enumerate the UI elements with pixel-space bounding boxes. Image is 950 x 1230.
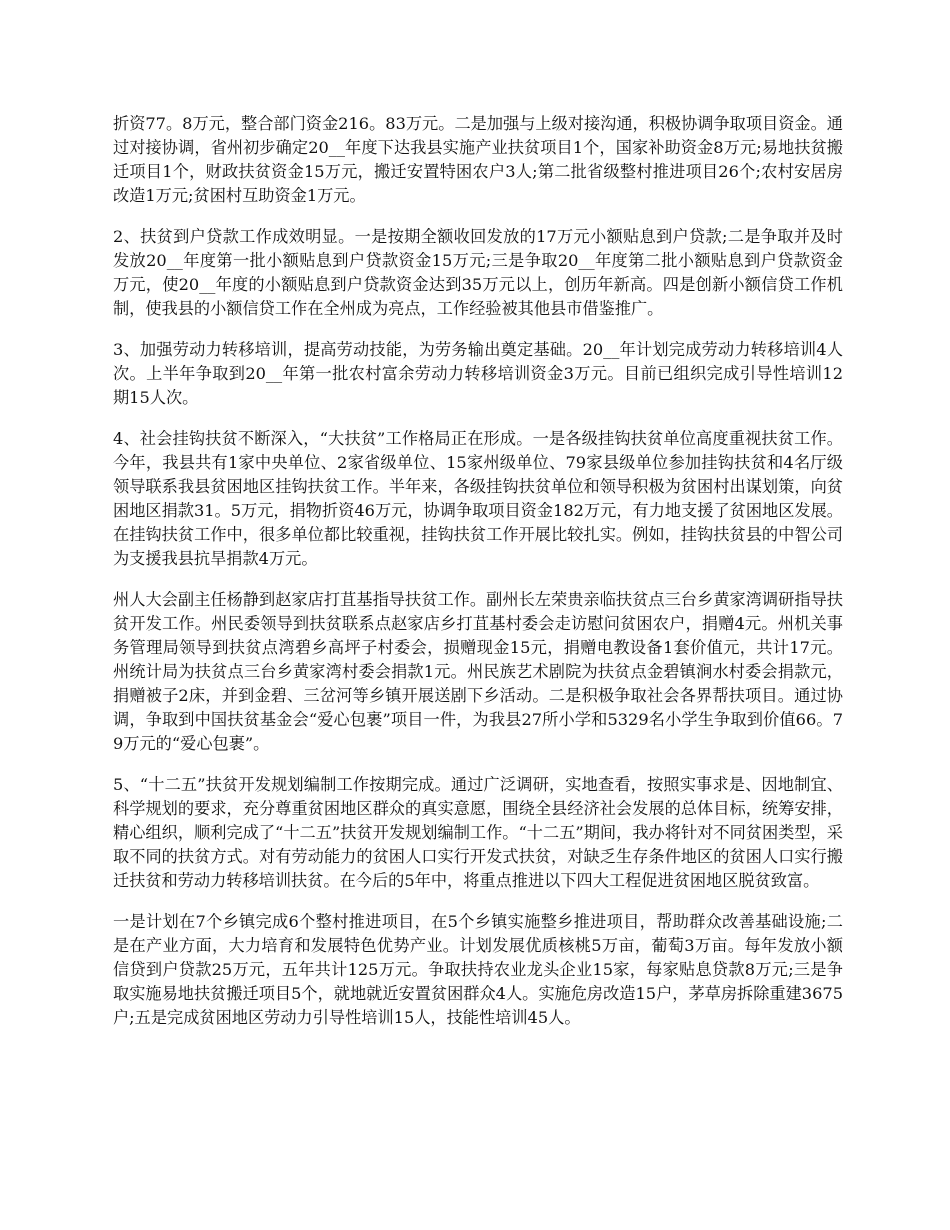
paragraph-funding: 折资77。8万元，整合部门资金216。83万元。二是加强与上级对接沟通，积极协调争取项目资金。通过对接协调，省州初步确定20__年度下达我县实施产业扶贫项目1个，国家补助资金8万元;易地扶贫搬迁项目1个，财政扶贫资金15万元，搬迁安置特困农户3人;第二批省级整村推进项目26个;农村安居房改造1万元;贫困村互助资金1万元。 xyxy=(113,114,843,205)
paragraph-training: 3、加强劳动力转移培训，提高劳动技能，为劳务输出奠定基础。20__年计划完成劳动力转移培训4人次。上半年争取到20__年第一批农村富余劳动力转移培训资金3万元。目前已组织完成引导性培训12期15人次。 xyxy=(113,340,843,407)
paragraph-five-year-plan: 5、“十二五”扶贫开发规划编制工作按期完成。通过广泛调研，实地查看，按照实事求是、因地制宜、科学规划的要求，充分尊重贫困地区群众的真实意愿，围绕全县经济社会发展的总体目标，统筹安排，精心组织，顺利完成了“十二五”扶贫开发规划编制工作。“十二五”期间，我办将针对不同贫困类型，采取不同的扶贫方式。对有劳动能力的贫困人口实行开发式扶贫，对缺乏生存条件地区的贫困人口实行搬迁扶贫和劳动力转移培训扶贫。在今后的5年中，将重点推进以下四大工程促进贫困地区脱贫致富。 xyxy=(113,775,843,890)
document-body xyxy=(113,112,843,1047)
paragraph-leaders-visits: 州人大会副主任杨静到赵家店打苴基指导扶贫工作。副州长左荣贵亲临扶贫点三台乡黄家湾调研指导扶贫开发工作。州民委领导到扶贫联系点赵家店乡打苴基村委会走访慰问贫困农户，捐赠4元。州机关事务管理局领导到扶贫点湾碧乡高坪子村委会，损赠现金15元，捐赠电教设备1套价值元，共计17元。州统计局为扶贫点三台乡黄家湾村委会捐款1元。州民族艺术剧院为扶贫点金碧镇涧水村委会捐款元，捐赠被子2床，并到金碧、三岔河等乡镇开展送剧下乡活动。二是积极争取社会各界帮扶项目。通过协调，争取到中国扶贫基金会“爱心包裹”项目一件，为我县27所小学和5329名小学生争取到价值66。79万元的“爱心包裹”。 xyxy=(113,590,843,753)
paragraph-social-aid: 4、社会挂钩扶贫不断深入，“大扶贫”工作格局正在形成。一是各级挂钩扶贫单位高度重视扶贫工作。今年，我县共有1家中央单位、2家省级单位、15家州级单位、79家县级单位参加挂钩扶贫和4名厅级领导联系我县贫困地区挂钩扶贫工作。半年来，各级挂钩扶贫单位和领导积极为贫困村出谋划策，向贫困地区捐款31。5万元，捐物折资46万元，协调争取项目资金182万元，有力地支援了贫困地区发展。在挂钩扶贫工作中，很多单位都比较重视，挂钩扶贫工作开展比较扎实。例如，挂钩扶贫县的中智公司为支援我县抗旱捐款4万元。 xyxy=(113,429,843,568)
paragraph-projects: 一是计划在7个乡镇完成6个整村推进项目，在5个乡镇实施整乡推进项目，帮助群众改善基础设施;二是在产业方面，大力培育和发展特色优势产业。计划发展优质核桃5万亩，葡萄3万亩。每年发放小额信贷到户贷款25万元，五年共计125万元。争取扶持农业龙头企业15家，每家贴息贷款8万元;三是争取实施易地扶贫搬迁项目5个，就地就近安置贫困群众4人。实施危房改造15户，茅草房拆除重建3675户;五是完成贫困地区劳动力引导性培训15人，技能性培训45人。 xyxy=(113,912,843,1027)
paragraph-loans: 2、扶贫到户贷款工作成效明显。一是按期全额收回发放的17万元小额贴息到户贷款;二是争取并及时发放20__年度第一批小额贴息到户贷款资金15万元;三是争取20__年度第二批小额贴息到户贷款资金万元，使20__年度的小额贴息到户贷款资金达到35万元以上，创历年新高。四是创新小额信贷工作机制，使我县的小额信贷工作在全州成为亮点，工作经验被其他县市借鉴推广。 xyxy=(113,227,843,318)
